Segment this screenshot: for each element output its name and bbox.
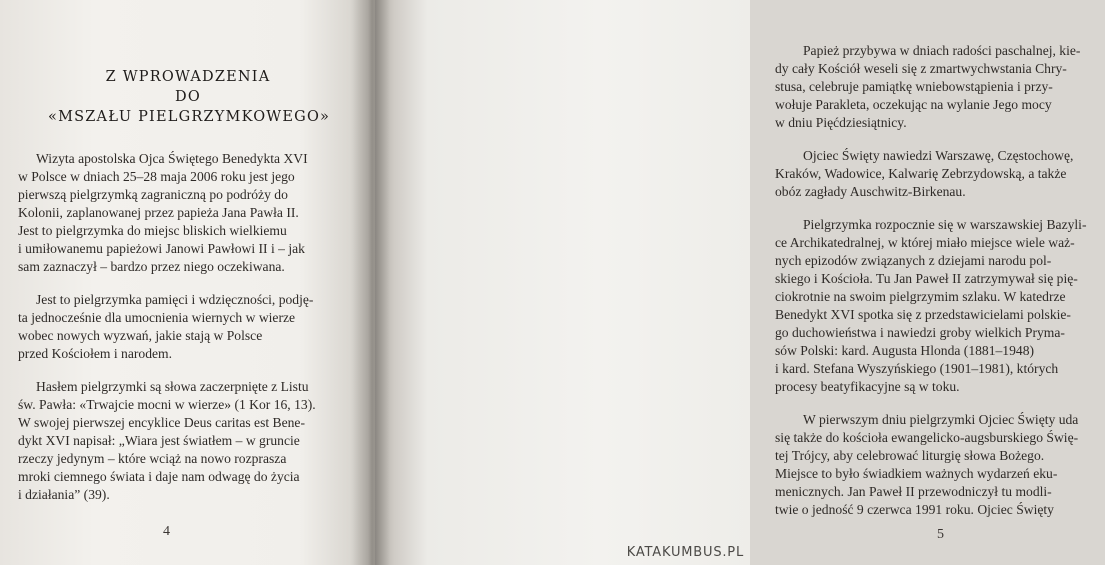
heading-line: DO [175,89,201,105]
text-line: sów Polski: kard. Augusta Hlonda (1881–1948) [775,343,1035,358]
text-line: i kard. Stefana Wyszyńskiego (1901–1981), których [775,361,1059,376]
text-line: sam zaznaczył – bardzo przez niego oczekiwana. [18,259,285,274]
text-line: rzeczy jedynym – które wciąż na nowo rozprasza [18,451,287,466]
text-line: i działania” (39). [18,487,110,502]
text-line: Jest to pielgrzymka do miejsc bliskich wielkiemu [18,223,287,238]
text-line: Papież przybywa w dniach radości paschalnej, kie- [803,43,1081,58]
text-line: Hasłem pielgrzymki są słowa zaczerpnięte z Listu [36,379,309,394]
paragraph [775,216,1105,396]
text-line: Benedykt XVI spotka się z przedstawicielami polskie- [775,307,1071,322]
right-page [375,0,1087,565]
text-line: dy cały Kościół weseli się z zmartwychwstania Chry- [775,61,1067,76]
text-line: Pielgrzymka rozpocznie się w warszawskiej Bazyli- [803,217,1087,232]
text-line: Jest to pielgrzymka pamięci i wdzięczności, podję- [36,292,314,307]
text-line: twie o jedność 9 czerwca 1991 roku. Ojciec Święty [775,502,1054,517]
paragraph [18,291,336,363]
text-line: i umiłowanemu papieżowi Janowi Pawłowi II i – jak [18,241,305,256]
text-line: św. Pawła: «Trwajcie mocni w wierze» (1 Kor 16, 13). [18,397,316,412]
text-line: Miejsce to było świadkiem ważnych wydarzeń eku- [775,466,1058,481]
text-line: przed Kościołem i narodem. [18,346,173,361]
text-line: go duchowieństwa i nawiedzi groby wielkich Pryma- [775,325,1065,340]
paragraph [18,378,336,504]
text-line: obóz zagłady Auschwitz-Birkenau. [775,184,966,199]
left-page [0,0,375,565]
page-number-right: 5 [937,527,944,542]
text-line: tej Trójcy, aby celebrować liturgię słowa Bożego. [775,448,1045,463]
text-line: Kolonii, zaplanowanej przez papieża Jana Pawła II. [18,205,299,220]
text-line: wobec nowych wyzwań, jakie stają w Polsce [18,328,263,343]
text-line: W pierwszym dniu pielgrzymki Ojciec Święty uda [803,412,1079,427]
text-line: skiego i Kościoła. Tu Jan Paweł II zatrzymywał się pię- [775,271,1078,286]
heading-line: «MSZAŁU PIELGRZYMKOWEGO» [48,109,331,125]
text-line: ciokrotnie na swoim pielgrzymim szlaku. W katedrze [775,289,1066,304]
text-line: Ojciec Święty nawiedzi Warszawę, Częstochowę, [803,148,1074,163]
text-line: menicznych. Jan Paweł II przewodniczył tu modli- [775,484,1052,499]
text-line: pierwszą pielgrzymką zagraniczną po podróży do [18,187,288,202]
paragraph [775,42,1105,132]
paragraph [775,147,1105,201]
text-line: ce Archikatedralnej, w której miało miejsce wiele waż- [775,235,1075,250]
text-line: w dniu Pięćdziesiątnicy. [775,115,907,130]
text-line: ta jednocześnie dla umocnienia wiernych w wierze [18,310,296,325]
left-body-text [18,150,336,519]
watermark: KATAKUMBUS.PL [626,545,744,560]
text-line: dykt XVI napisał: „Wiara jest światłem – w gruncie [18,433,300,448]
text-line: procesy beatyfikacyjne są w toku. [775,379,960,394]
paragraph [775,411,1105,519]
text-line: się także do kościoła ewangelicko-augsburskiego Świę- [775,430,1079,445]
paragraph [18,150,336,276]
text-line: Wizyta apostolska Ojca Świętego Benedykta XVI [36,151,308,166]
text-line: W swojej pierwszej encyklice Deus caritas est Bene- [18,415,305,430]
text-line: nych epizodów związanych z dziejami narodu pol- [775,253,1052,268]
right-body-text [775,42,1105,534]
page-number-left: 4 [163,524,170,539]
text-line: Kraków, Wadowice, Kalwarię Zebrzydowską, a także [775,166,1067,181]
text-line: w Polsce w dniach 25–28 maja 2006 roku jest jego [18,169,295,184]
text-line: stusa, celebruje pamiątkę wniebowstąpienia i przy- [775,79,1053,94]
heading-line: Z WPROWADZENIA [105,69,271,85]
text-line: mroki ciemnego świata i daje nam odwagę do życia [18,469,300,484]
text-line: wołuje Parakleta, oczekując na wylanie Jego mocy [775,97,1052,112]
chapter-heading [48,67,331,127]
